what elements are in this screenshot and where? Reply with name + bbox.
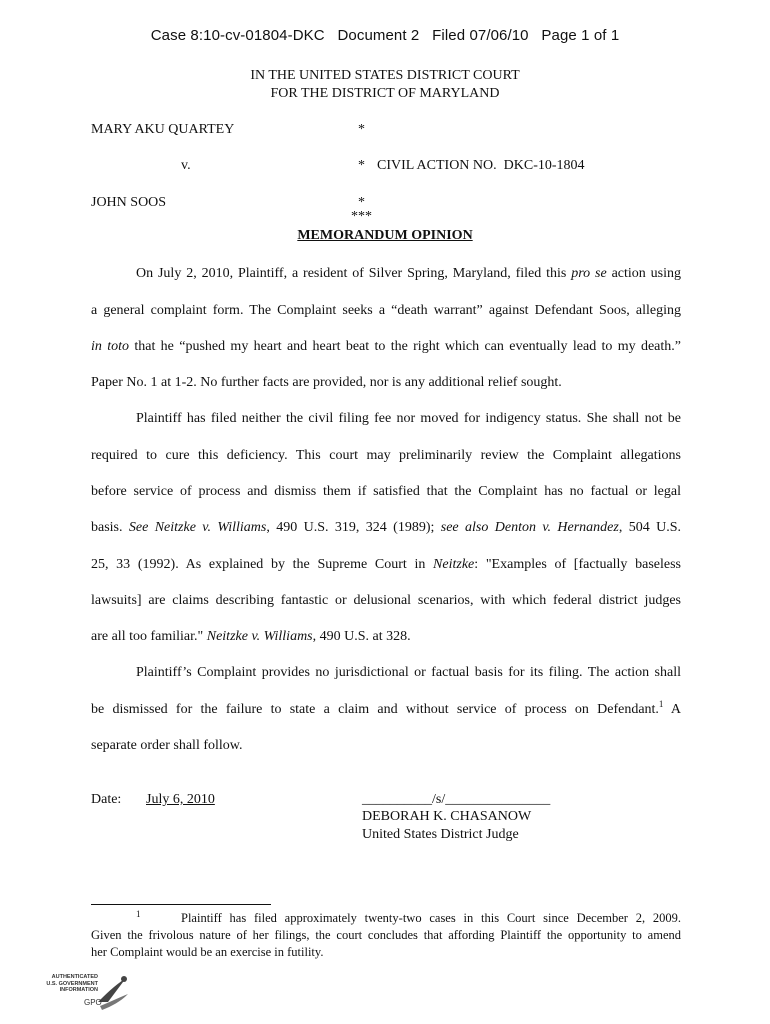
date-label: Date: — [91, 792, 122, 807]
case-header: Case 8:10-cv-01804-DKC Document 2 Filed 07/06/10 Page 1 of 1 — [150, 27, 620, 44]
body-line: a general complaint form. The Complaint seeks a “death warrant” against Defendant Soos, alleging — [91, 303, 681, 318]
caption-star: * — [358, 158, 365, 173]
case-citation: see also Denton v. Hernandez — [440, 520, 619, 535]
body-line: Plaintiff’s Complaint provides no jurisdictional or factual basis for its filing. The action shall — [136, 665, 681, 680]
body-line: Paper No. 1 at 1-2. No further facts are provided, nor is any additional relief sought. — [91, 375, 562, 390]
body-line: required to cure this deficiency. This court may preliminarily review the Complaint allegations — [91, 448, 681, 463]
body-line: be dismissed for the failure to state a claim and without service of process on Defendant.$^1$ A — [91, 699, 681, 717]
body-line: are all too familiar." Neitzke v. Williams, 490 U.S. at 328. — [91, 629, 411, 644]
judge-name: DEBORAH K. CHASANOW — [362, 809, 532, 824]
court-name: IN THE UNITED STATES DISTRICT COURT — [250, 68, 520, 83]
court-district: FOR THE DISTRICT OF MARYLAND — [270, 86, 500, 101]
footnote-marker: 1 — [136, 909, 141, 919]
plaintiff-name: MARY AKU QUARTEY — [91, 122, 235, 137]
logo-text: U.S. GOVERNMENT — [46, 980, 98, 987]
defendant-name: JOHN SOOS — [91, 195, 167, 210]
footnote-line: her Complaint would be an exercise in futility. — [91, 945, 324, 959]
logo-text: AUTHENTICATED — [51, 974, 98, 980]
body-line: in toto that he “pushed my heart and heart beat to the right which can eventually lead to my death.” — [91, 339, 682, 354]
logo-gpo-text: GPO — [84, 998, 102, 1007]
body-line: On July 2, 2010, Plaintiff, a resident of Silver Spring, Maryland, filed this pro se action using — [136, 266, 681, 281]
judge-title: United States District Judge — [362, 827, 519, 842]
body-line: separate order shall follow. — [91, 738, 243, 753]
caption-separator-stars: *** — [351, 209, 372, 224]
italic-term: in toto — [91, 339, 130, 354]
footnote-line: Plaintiff has filed approximately twenty-two cases in this Court since December 2, 2009. — [181, 911, 681, 925]
body-line: lawsuits] are claims describing fantastic or delusional scenarios, with which federal district judges — [91, 593, 681, 608]
italic-term: pro se — [571, 266, 607, 281]
document-title: MEMORANDUM OPINION — [297, 228, 473, 243]
logo-text: INFORMATION — [59, 987, 98, 993]
body-line: basis. See Neitzke v. Williams, 490 U.S. 319, 324 (1989); see also Denton v. Hernandez, 504 U.S. — [91, 520, 681, 535]
gpo-authentication-logo — [40, 972, 132, 1016]
caption-star: * — [358, 195, 365, 210]
signature-line: __________/s/_______________ — [362, 792, 551, 807]
footnote-divider — [91, 904, 271, 905]
case-citation: Neitzke v. Williams — [206, 629, 313, 644]
case-citation: Neitzke — [433, 557, 475, 572]
footnote-line: Given the frivolous nature of her filings, the court concludes that affording Plaintiff the opportunity to amend — [91, 928, 681, 942]
body-line: Plaintiff has filed neither the civil filing fee nor moved for indigency status. She shall not be — [136, 411, 681, 426]
civil-action-number: CIVIL ACTION NO. DKC-10-1804 — [377, 158, 585, 173]
body-line: 25, 33 (1992). As explained by the Supreme Court in Neitzke: "Examples of [factually baseless — [91, 557, 681, 572]
versus-label: v. — [181, 158, 191, 173]
body-line: before service of process and dismiss them if satisfied that the Complaint has no factual or legal — [91, 484, 681, 499]
caption-star: * — [358, 122, 365, 137]
footnote-reference[interactable]: 1 — [658, 699, 664, 709]
date-value: July 6, 2010 — [146, 792, 215, 807]
case-citation: See Neitzke v. Williams — [128, 520, 267, 535]
